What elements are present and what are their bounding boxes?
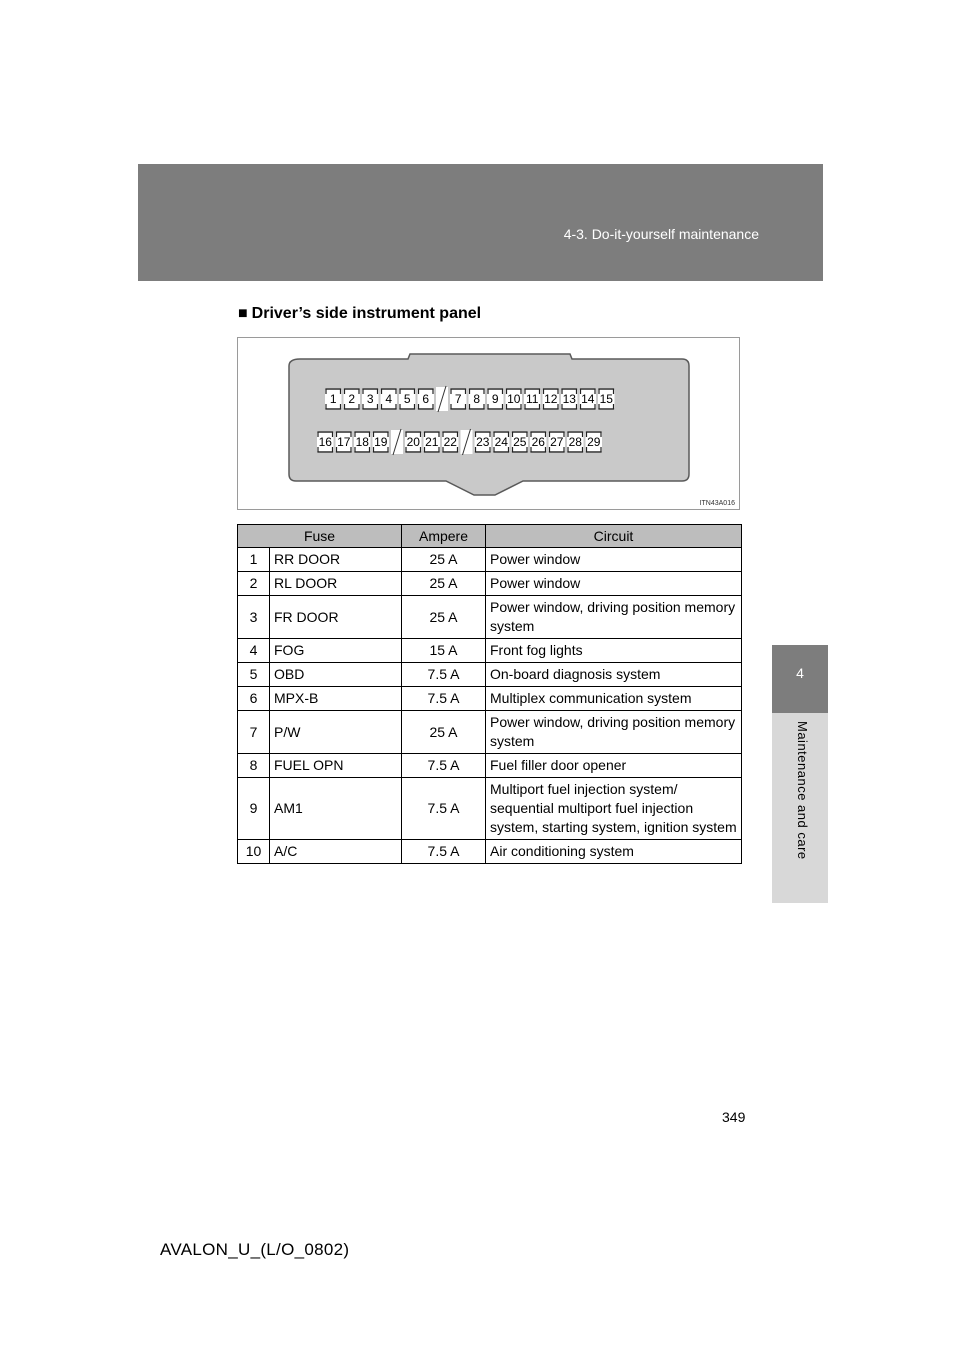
fuse-ampere: 7.5 A bbox=[402, 663, 486, 687]
fuse-ampere: 7.5 A bbox=[402, 840, 486, 864]
fuse-slot-number: 17 bbox=[337, 435, 351, 449]
fuse-slot-number: 8 bbox=[473, 392, 481, 406]
fuse-slot-number: 27 bbox=[550, 435, 564, 449]
fuse-slot-number: 28 bbox=[568, 435, 582, 449]
fuse-name: RR DOOR bbox=[270, 548, 402, 572]
fuse-number: 7 bbox=[238, 711, 270, 754]
table-row bbox=[238, 596, 742, 639]
fuse-number: 9 bbox=[238, 778, 270, 840]
header-circuit: Circuit bbox=[486, 525, 742, 548]
table-row bbox=[238, 687, 742, 711]
fuse-ampere: 25 A bbox=[402, 572, 486, 596]
table-row bbox=[238, 754, 742, 778]
fuse-slot-number: 24 bbox=[494, 435, 508, 449]
fuse-slot-number: 20 bbox=[406, 435, 420, 449]
fuse-ampere: 7.5 A bbox=[402, 778, 486, 840]
bullet-icon: ■ bbox=[238, 305, 248, 322]
fuse-name: FR DOOR bbox=[270, 596, 402, 639]
fuse-circuit: Front fog lights bbox=[486, 639, 742, 663]
table-row bbox=[238, 548, 742, 572]
fuse-ampere: 25 A bbox=[402, 596, 486, 639]
fuse-slot-number: 4 bbox=[385, 392, 393, 406]
fuse-slot-number: 13 bbox=[562, 392, 576, 406]
chapter-title: 4-3. Do-it-yourself maintenance bbox=[563, 226, 759, 242]
fuse-name: P/W bbox=[270, 711, 402, 754]
fuse-slot-number: 15 bbox=[599, 392, 613, 406]
table-row bbox=[238, 572, 742, 596]
fuse-slot-number: 5 bbox=[403, 392, 411, 406]
fuse-circuit: Power window, driving position memory system bbox=[486, 711, 742, 754]
fuse-slot-number: 23 bbox=[476, 435, 490, 449]
fuse-number: 5 bbox=[238, 663, 270, 687]
fuse-number: 10 bbox=[238, 840, 270, 864]
table-row bbox=[238, 778, 742, 840]
table-row bbox=[238, 639, 742, 663]
fuse-number: 4 bbox=[238, 639, 270, 663]
table-row bbox=[238, 711, 742, 754]
fuse-circuit: Power window, driving position memory system bbox=[486, 596, 742, 639]
header-fuse: Fuse bbox=[238, 525, 402, 548]
fuse-name: FOG bbox=[270, 639, 402, 663]
fuse-circuit: Multiport fuel injection system/ sequential multiport fuel injection system, starting system, ignition system bbox=[486, 778, 742, 840]
fuse-ampere: 7.5 A bbox=[402, 687, 486, 711]
fuse-circuit: Power window bbox=[486, 548, 742, 572]
chapter-tab-number bbox=[772, 645, 828, 713]
fuse-slot-number: 21 bbox=[425, 435, 439, 449]
fuse-slot-number: 11 bbox=[526, 392, 539, 406]
fuse-slot-number: 1 bbox=[329, 392, 337, 406]
fuse-ampere: 15 A bbox=[402, 639, 486, 663]
table-header-row bbox=[238, 525, 742, 548]
section-title-text: Driver’s side instrument panel bbox=[251, 305, 482, 322]
figure-code: ITN43A016 bbox=[699, 500, 735, 507]
fuse-name: RL DOOR bbox=[270, 572, 402, 596]
fuse-box-outline bbox=[289, 354, 689, 495]
fuse-slot-number: 18 bbox=[355, 435, 369, 449]
chapter-label: Maintenance and care bbox=[795, 721, 810, 860]
fuse-circuit: On-board diagnosis system bbox=[486, 663, 742, 687]
fuse-slot-number: 16 bbox=[318, 435, 332, 449]
fuse-name: MPX-B bbox=[270, 687, 402, 711]
fuse-name: FUEL OPN bbox=[270, 754, 402, 778]
chapter-number: 4 bbox=[796, 665, 804, 681]
fuse-number: 2 bbox=[238, 572, 270, 596]
fuse-ampere: 7.5 A bbox=[402, 754, 486, 778]
fuse-name: AM1 bbox=[270, 778, 402, 840]
fuse-slot-number: 9 bbox=[491, 392, 499, 406]
fuse-slot-number: 25 bbox=[513, 435, 527, 449]
fuse-circuit: Multiplex communication system bbox=[486, 687, 742, 711]
fuse-name: A/C bbox=[270, 840, 402, 864]
fuse-box-figure bbox=[237, 337, 740, 510]
fuse-circuit: Power window bbox=[486, 572, 742, 596]
fuse-slot-number: 10 bbox=[507, 392, 521, 406]
document-id: AVALON_U_(L/O_0802) bbox=[160, 1240, 350, 1259]
table-row bbox=[238, 840, 742, 864]
fuse-table bbox=[237, 524, 742, 864]
chapter-tab-label bbox=[772, 713, 828, 903]
fuse-slot-number: 3 bbox=[366, 392, 374, 406]
fuse-slot-number: 26 bbox=[531, 435, 545, 449]
fuse-box-diagram bbox=[238, 338, 741, 511]
fuse-ampere: 25 A bbox=[402, 548, 486, 572]
fuse-slot-number: 29 bbox=[587, 435, 601, 449]
fuse-slot-number: 14 bbox=[581, 392, 595, 406]
table-row bbox=[238, 663, 742, 687]
fuse-slot-number: 22 bbox=[443, 435, 457, 449]
fuse-slot-number: 7 bbox=[454, 392, 462, 406]
fuse-ampere: 25 A bbox=[402, 711, 486, 754]
header-band bbox=[138, 164, 823, 281]
fuse-slot-number: 12 bbox=[544, 392, 558, 406]
section-title bbox=[238, 305, 481, 323]
fuse-slot-number: 6 bbox=[422, 392, 430, 406]
fuse-number: 1 bbox=[238, 548, 270, 572]
fuse-slot-number: 2 bbox=[348, 392, 356, 406]
fuse-number: 3 bbox=[238, 596, 270, 639]
page-number: 349 bbox=[722, 1109, 746, 1125]
fuse-number: 6 bbox=[238, 687, 270, 711]
fuse-circuit: Fuel filler door opener bbox=[486, 754, 742, 778]
fuse-slot-number: 19 bbox=[374, 435, 388, 449]
fuse-name: OBD bbox=[270, 663, 402, 687]
header-ampere: Ampere bbox=[402, 525, 486, 548]
fuse-number: 8 bbox=[238, 754, 270, 778]
fuse-circuit: Air conditioning system bbox=[486, 840, 742, 864]
